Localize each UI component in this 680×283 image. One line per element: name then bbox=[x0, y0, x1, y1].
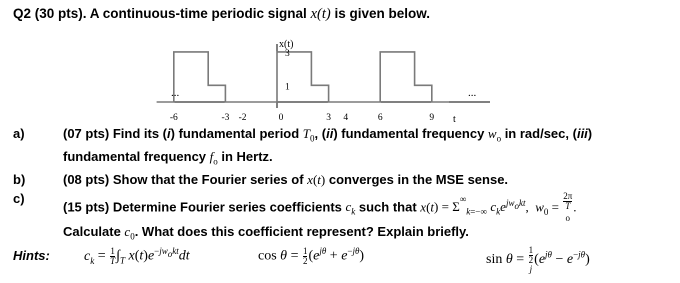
hint-ck-formula: $c_k$ = $\frac{1}{T}$ $\int_T$ $x(t)e^{-jw_okt}dt$ bbox=[84, 245, 190, 266]
x-tick-label: 9 bbox=[429, 113, 435, 123]
right-ellipsis: ... bbox=[468, 87, 477, 99]
left-ellipsis: ... bbox=[171, 87, 180, 99]
part-a-text: (07 pts) Find its (i) fundamental period $T_0$, (ii) fundamental frequency $w_o$ in rad/sec, (iii) fundamental frequency $f_o$ in Hertz. bbox=[63, 126, 593, 167]
hint-sin-formula: sin θ = 1 2 j $(e^{j\theta} - e^{-j\theta})$ bbox=[486, 245, 590, 274]
part-b-text: (08 pts) Show that the Fourier series of x(t) converges in the MSE sense. bbox=[63, 172, 509, 188]
x-tick-label: -2 bbox=[238, 113, 247, 123]
x-tick-label: 3 bbox=[326, 113, 331, 123]
x-tick-label: -3 bbox=[221, 113, 230, 123]
x-axis-label: t bbox=[453, 114, 456, 125]
part-c-text: (15 pts) Determine Fourier series coefficients $c_k$ such that $x(t) = \Sigma^{^\infty}_{k=-\infty}$ $c_ke^{jw_okt}$, $w_0$ = 2π T $_o$ . Calculate $c_0$. What does this coefficient represent? Explain briefly. bbox=[63, 191, 577, 242]
y-tick-label: 1 bbox=[285, 82, 290, 93]
part-c-label: c) bbox=[13, 190, 25, 206]
part-b-label: b) bbox=[13, 172, 26, 188]
hints-label: Hints: bbox=[13, 248, 50, 263]
y-axis-label: x(t) bbox=[279, 39, 294, 50]
hint-cos-formula: cos θ = $\frac{1}{2}$ $(e^{j\theta} + e^{-j\theta})$ bbox=[258, 245, 365, 266]
signal-plot bbox=[0, 0, 680, 130]
signal-waveform bbox=[157, 52, 449, 102]
signal-name: x(t) bbox=[310, 6, 331, 22]
question-suffix: is given below. bbox=[334, 6, 430, 21]
part-b bbox=[13, 171, 592, 190]
x-tick-label: 0 bbox=[278, 113, 284, 123]
x-tick-label: -6 bbox=[169, 113, 178, 123]
x-tick-label: 6 bbox=[377, 113, 383, 123]
question-parts bbox=[13, 125, 592, 246]
question-label: Q2 (30 pts). A continuous-time periodic signal bbox=[13, 6, 307, 21]
part-a bbox=[13, 125, 592, 171]
part-a-label: a) bbox=[13, 126, 25, 141]
y-tick-label: 3 bbox=[285, 48, 290, 59]
part-c bbox=[13, 190, 592, 246]
x-tick-label: 4 bbox=[343, 113, 349, 123]
